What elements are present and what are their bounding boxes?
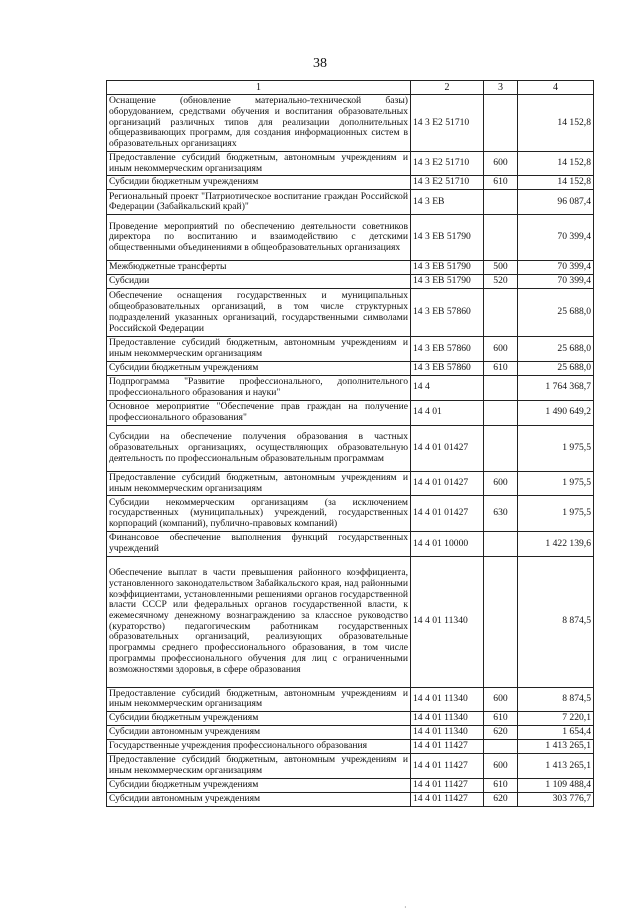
table-row [107,754,594,778]
table-row [107,275,594,289]
row-code-cell: 14 3 EB 57860 [411,361,484,375]
table-row [107,95,594,152]
row-amount-cell: 70 399,4 [518,275,594,289]
row-vr-cell [484,400,518,425]
row-amount-cell: 96 087,4 [518,190,594,215]
row-amount-cell: 1 413 265,1 [518,754,594,778]
row-name-cell: Обеспечение оснащения государственных и муниципальных общеобразовательных организаций, в том числе структурных подразделений указанных организаций, государственными символами Российской Федерации [107,289,411,337]
row-vr-cell: 520 [484,275,518,289]
row-amount-cell: 25 688,0 [518,337,594,361]
row-name-cell: Предоставление субсидий бюджетным, автономным учреждениям и иным некоммерческим организациям [107,754,411,778]
row-amount-cell: 8 874,5 [518,687,594,711]
row-amount-cell: 25 688,0 [518,361,594,375]
table-row [107,289,594,337]
row-amount-cell: 1 654,4 [518,726,594,740]
row-vr-cell: 610 [484,778,518,792]
table-row [107,190,594,215]
row-amount-cell: 1 764 368,7 [518,375,594,400]
table-header [107,81,594,95]
row-amount-cell: 1 975,5 [518,471,594,495]
row-code-cell: 14 3 EB 51790 [411,275,484,289]
page-number: 38 [313,56,327,71]
row-code-cell: 14 4 01 11427 [411,778,484,792]
row-vr-cell [484,289,518,337]
row-vr-cell [484,95,518,152]
row-vr-cell [484,425,518,471]
row-name-cell: Государственные учреждения профессионального образования [107,740,411,754]
row-vr-cell [484,556,518,687]
row-code-cell: 14 4 01 [411,400,484,425]
scan-mark: · [404,903,407,912]
table-row [107,425,594,471]
table-row [107,400,594,425]
table-row [107,712,594,726]
row-name-cell: Региональный проект "Патриотическое воспитание граждан Российской Федерации (Забайкальский край)" [107,190,411,215]
row-code-cell: 14 4 01 11340 [411,712,484,726]
row-code-cell: 14 4 01 01427 [411,471,484,495]
header-row [107,81,594,95]
row-vr-cell [484,215,518,261]
table-row [107,361,594,375]
row-name-cell: Предоставление субсидий бюджетным, автономным учреждениям и иным некоммерческим организациям [107,687,411,711]
row-name-cell: Предоставление субсидий бюджетным, автономным учреждениям и иным некоммерческим организациям [107,471,411,495]
row-vr-cell: 500 [484,261,518,275]
row-vr-cell [484,532,518,556]
row-name-cell: Субсидии бюджетным учреждениям [107,176,411,190]
row-amount-cell: 14 152,8 [518,151,594,175]
row-name-cell: Проведение мероприятий по обеспечению деятельности советников директора по воспитанию и взаимодействию с детскими общественными объединениями в общеобразовательных организациях [107,215,411,261]
row-vr-cell: 600 [484,687,518,711]
row-name-cell: Субсидии автономным учреждениям [107,792,411,806]
row-vr-cell: 600 [484,471,518,495]
header-col-2: 2 [411,81,484,95]
row-name-cell: Субсидии автономным учреждениям [107,726,411,740]
row-name-cell: Субсидии на обеспечение получения образования в частных образовательных организациях, осуществляющих образовательную деятельность по профессиональным образовательным программам [107,425,411,471]
row-amount-cell: 8 874,5 [518,556,594,687]
table-row [107,471,594,495]
table-row [107,151,594,175]
row-code-cell: 14 3 EB 57860 [411,289,484,337]
row-amount-cell: 1 413 265,1 [518,740,594,754]
table-row [107,375,594,400]
row-vr-cell: 600 [484,754,518,778]
table-row [107,215,594,261]
row-amount-cell: 1 490 649,2 [518,400,594,425]
row-name-cell: Предоставление субсидий бюджетным, автономным учреждениям и иным некоммерческим организациям [107,151,411,175]
header-col-4: 4 [518,81,594,95]
row-code-cell: 14 3 EB 57860 [411,337,484,361]
row-name-cell: Основное мероприятие "Обеспечение прав граждан на получение профессионального образования" [107,400,411,425]
row-vr-cell: 600 [484,337,518,361]
row-name-cell: Субсидии [107,275,411,289]
row-amount-cell: 25 688,0 [518,289,594,337]
table-row [107,532,594,556]
row-name-cell: Финансовое обеспечение выполнения функций государственных учреждений [107,532,411,556]
row-code-cell: 14 4 01 11427 [411,792,484,806]
row-code-cell: 14 3 E2 51710 [411,176,484,190]
budget-table [106,80,594,807]
table-row [107,176,594,190]
row-amount-cell: 1 422 139,6 [518,532,594,556]
table-row [107,496,594,532]
row-name-cell: Предоставление субсидий бюджетным, автономным учреждениям и иным некоммерческим организациям [107,337,411,361]
row-code-cell: 14 4 [411,375,484,400]
row-name-cell: Субсидии бюджетным учреждениям [107,361,411,375]
table-row [107,726,594,740]
row-vr-cell: 630 [484,496,518,532]
row-name-cell: Субсидии некоммерческим организациям (за исключением государственных (муниципальных) учреждений, государственных корпораций (компаний), публично-правовых компаний) [107,496,411,532]
table-body [107,95,594,806]
row-name-cell: Межбюджетные трансферты [107,261,411,275]
row-amount-cell: 1 975,5 [518,496,594,532]
row-name-cell: Субсидии бюджетным учреждениям [107,712,411,726]
row-vr-cell: 610 [484,361,518,375]
row-vr-cell: 620 [484,792,518,806]
row-code-cell: 14 4 01 10000 [411,532,484,556]
row-vr-cell [484,190,518,215]
row-vr-cell [484,740,518,754]
row-code-cell: 14 4 01 11340 [411,556,484,687]
row-code-cell: 14 3 E2 51710 [411,95,484,152]
row-vr-cell: 610 [484,176,518,190]
row-vr-cell [484,375,518,400]
header-col-1: 1 [107,81,411,95]
row-vr-cell: 610 [484,712,518,726]
row-name-cell: Подпрограмма "Развитие профессионального, дополнительного профессионального образования и науки" [107,375,411,400]
table-row [107,687,594,711]
header-col-3: 3 [484,81,518,95]
row-name-cell: Оснащение (обновление материально-технической базы) оборудованием, средствами обучения и воспитания образовательных организаций различных типов для реализации дополнительных общеразвивающих программ, для создания информационных систем в образовательных организациях [107,95,411,152]
row-vr-cell: 620 [484,726,518,740]
row-code-cell: 14 4 01 11427 [411,754,484,778]
row-amount-cell: 14 152,8 [518,176,594,190]
table-row [107,556,594,687]
table-row [107,261,594,275]
row-code-cell: 14 4 01 01427 [411,496,484,532]
row-amount-cell: 1 109 488,4 [518,778,594,792]
table-row [107,337,594,361]
table-row [107,778,594,792]
row-code-cell: 14 3 EB 51790 [411,215,484,261]
row-amount-cell: 7 220,1 [518,712,594,726]
row-name-cell: Обеспечение выплат в части превышения районного коэффициента, установленного законодательством Забайкальского края, над районными коэффициентами, установленными решениями органов государственной власти СССР или федеральных органов государственной власти, к ежемесячному денежному вознаграждению за классное руководство (кураторство) педагогическим работникам государственных образовательных организаций, реализующих образовательные программы среднего профессионального образования, в том числе программы профессионального обучения для лиц с ограниченными возможностями здоровья, в сфере образования [107,556,411,687]
row-amount-cell: 1 975,5 [518,425,594,471]
row-amount-cell: 70 399,4 [518,261,594,275]
row-vr-cell: 600 [484,151,518,175]
row-code-cell: 14 3 EB [411,190,484,215]
row-amount-cell: 14 152,8 [518,95,594,152]
table-row [107,792,594,806]
row-name-cell: Субсидии бюджетным учреждениям [107,778,411,792]
row-code-cell: 14 4 01 01427 [411,425,484,471]
row-code-cell: 14 4 01 11340 [411,687,484,711]
row-code-cell: 14 3 E2 51710 [411,151,484,175]
row-amount-cell: 303 776,7 [518,792,594,806]
row-code-cell: 14 3 EB 51790 [411,261,484,275]
row-amount-cell: 70 399,4 [518,215,594,261]
row-code-cell: 14 4 01 11340 [411,726,484,740]
row-code-cell: 14 4 01 11427 [411,740,484,754]
table-row [107,740,594,754]
